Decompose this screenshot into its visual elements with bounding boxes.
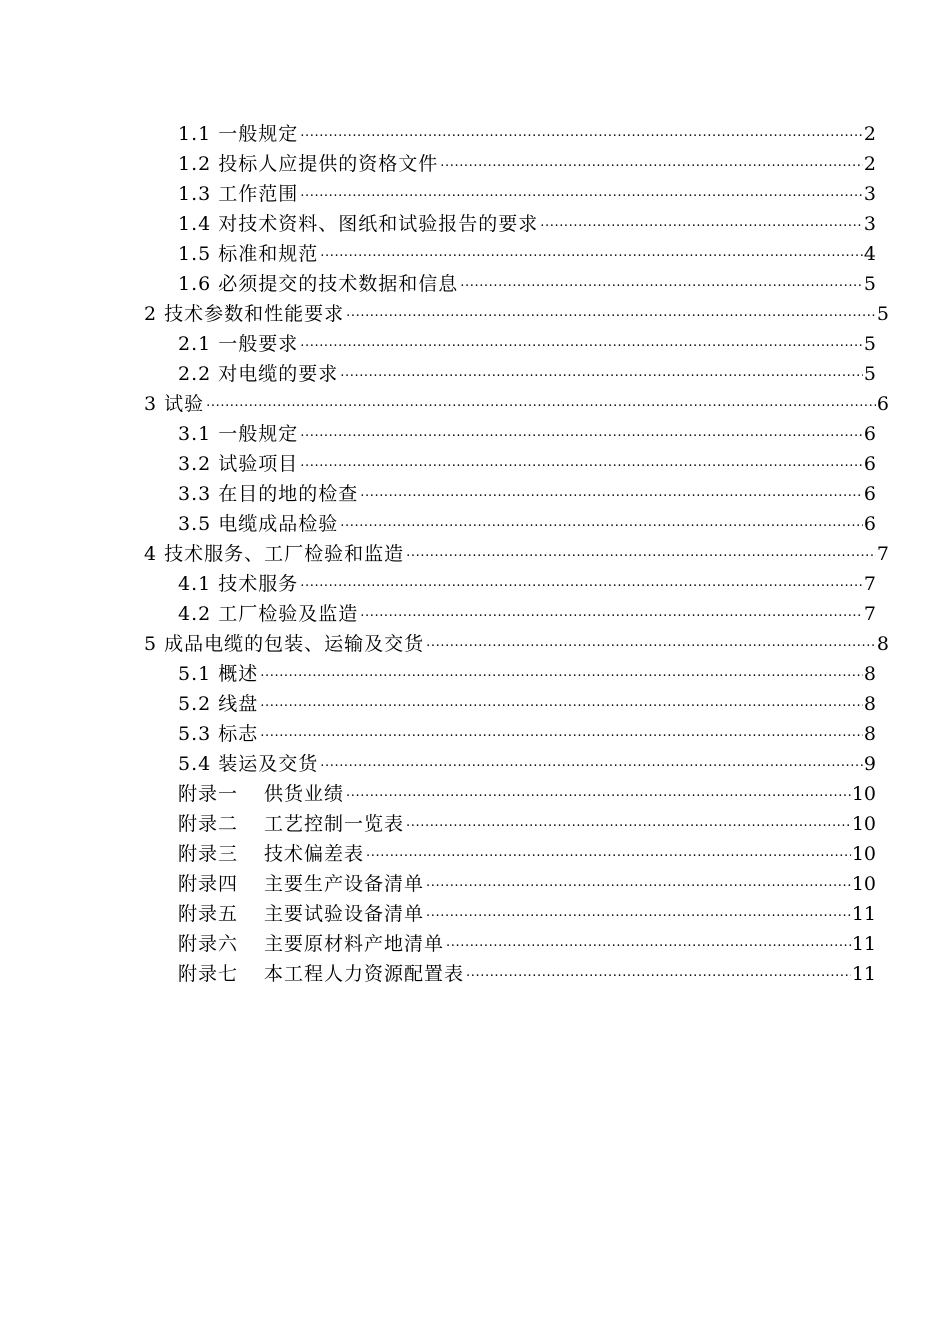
toc-dot-leader [300, 333, 863, 353]
toc-entry-label [178, 333, 300, 355]
toc-entry-number: 5.4 装运及交货 [178, 753, 319, 775]
toc-entry-label [144, 633, 426, 655]
toc-dot-leader [260, 663, 863, 683]
toc-dot-leader [320, 243, 863, 263]
toc-entry[interactable] [0, 595, 876, 625]
toc-dot-leader [360, 603, 863, 623]
toc-entry-title: 工艺控制一览表 [264, 813, 405, 835]
toc-entry-number: 5.2 线盘 [178, 693, 259, 715]
toc-entry-number: 3 试验 [144, 393, 205, 415]
toc-entry-label [178, 363, 340, 385]
toc-entry-number: 附录七 [178, 963, 239, 985]
toc-page-number: 8 [863, 723, 876, 745]
toc-dot-leader [406, 543, 876, 563]
toc-entry[interactable] [0, 115, 876, 145]
toc-dot-leader [300, 453, 863, 473]
toc-dot-leader [440, 153, 863, 173]
toc-dot-leader [300, 573, 863, 593]
toc-entry-label [178, 603, 360, 625]
toc-dot-leader [260, 693, 863, 713]
toc-entry[interactable] [0, 535, 889, 565]
toc-entry[interactable] [0, 865, 876, 895]
toc-dot-leader [340, 513, 863, 533]
toc-entry-number: 附录六 [178, 933, 239, 955]
toc-entry-label [178, 843, 366, 865]
toc-page-number: 3 [863, 183, 876, 205]
toc-page-number: 5 [863, 363, 876, 385]
toc-page-number: 8 [863, 693, 876, 715]
toc-dot-leader [260, 723, 863, 743]
toc-page-number: 10 [851, 873, 876, 895]
toc-entry-number: 1.2 投标人应提供的资格文件 [178, 153, 439, 175]
toc-page-number: 11 [851, 963, 876, 985]
toc-page-number: 5 [863, 273, 876, 295]
toc-entry-label [178, 813, 406, 835]
toc-dot-leader [366, 843, 851, 863]
toc-entry-number: 5.1 概述 [178, 663, 259, 685]
toc-page-number: 5 [863, 333, 876, 355]
toc-dot-leader [300, 123, 863, 143]
toc-dot-leader [426, 903, 851, 923]
toc-entry[interactable] [0, 655, 876, 685]
toc-entry-label [178, 273, 460, 295]
toc-dot-leader [346, 303, 876, 323]
toc-entry-label [178, 783, 346, 805]
toc-dot-leader [426, 633, 876, 653]
toc-entry-title: 供货业绩 [264, 783, 345, 805]
toc-entry-label [178, 513, 340, 535]
toc-dot-leader [206, 393, 876, 413]
toc-dot-leader [300, 423, 863, 443]
toc-page-number: 7 [876, 543, 889, 565]
toc-entry-title: 主要生产设备清单 [264, 873, 425, 895]
toc-entry[interactable] [0, 145, 876, 175]
toc-entry[interactable] [0, 445, 876, 475]
toc-entry-number: 1.6 必须提交的技术数据和信息 [178, 273, 459, 295]
toc-entry-label [144, 303, 346, 325]
toc-entry-number: 1.3 工作范围 [178, 183, 299, 205]
toc-entry[interactable] [0, 475, 876, 505]
toc-dot-leader [460, 273, 863, 293]
toc-entry-number: 附录三 [178, 843, 239, 865]
toc-page-number: 11 [851, 903, 876, 925]
toc-entry-label [178, 423, 300, 445]
toc-entry-label [144, 393, 206, 415]
toc-dot-leader [360, 483, 863, 503]
toc-entry-number: 附录五 [178, 903, 239, 925]
toc-entry-number: 4 技术服务、工厂检验和监造 [144, 543, 405, 565]
toc-page-number: 6 [863, 513, 876, 535]
toc-entry-label [178, 483, 360, 505]
toc-entry-label [178, 243, 320, 265]
toc-dot-leader [340, 363, 863, 383]
toc-entry-title: 本工程人力资源配置表 [264, 963, 465, 985]
toc-entry[interactable] [0, 565, 876, 595]
toc-entry-label [178, 753, 320, 775]
toc-page-number: 10 [851, 783, 876, 805]
toc-entry-number: 3.2 试验项目 [178, 453, 299, 475]
toc-page-number: 5 [876, 303, 889, 325]
toc-entry[interactable] [0, 235, 876, 265]
toc-dot-leader [320, 753, 863, 773]
toc-page-number: 7 [863, 573, 876, 595]
toc-page-number: 4 [863, 243, 876, 265]
toc-page-number: 11 [851, 933, 876, 955]
toc-entry-number: 附录四 [178, 873, 239, 895]
toc-entry-title: 技术偏差表 [264, 843, 365, 865]
toc-page-number: 8 [876, 633, 889, 655]
toc-entry[interactable] [0, 925, 876, 955]
toc-page-number: 9 [863, 753, 876, 775]
toc-entry-number: 2.1 一般要求 [178, 333, 299, 355]
toc-page-number: 6 [863, 453, 876, 475]
toc-entry[interactable] [0, 325, 876, 355]
toc-entry-title: 主要试验设备清单 [264, 903, 425, 925]
toc-entry-label [178, 693, 260, 715]
toc-page-number: 3 [863, 213, 876, 235]
toc-entry-label [178, 573, 300, 595]
toc-entry[interactable] [0, 415, 876, 445]
toc-entry[interactable] [0, 625, 889, 655]
toc-entry-label [178, 123, 300, 145]
toc-entry-label [178, 963, 466, 985]
toc-entry-number: 附录二 [178, 813, 239, 835]
toc-entry-number: 5.3 标志 [178, 723, 259, 745]
table-of-contents [0, 115, 950, 985]
toc-entry-label [144, 543, 406, 565]
toc-entry[interactable] [0, 715, 876, 745]
toc-entry-number: 1.1 一般规定 [178, 123, 299, 145]
toc-page-number: 10 [851, 813, 876, 835]
toc-dot-leader [426, 873, 851, 893]
toc-entry[interactable] [0, 805, 876, 835]
toc-entry-number: 4.1 技术服务 [178, 573, 299, 595]
toc-entry-label [178, 453, 300, 475]
toc-entry-number: 5 成品电缆的包装、运输及交货 [144, 633, 425, 655]
toc-entry-label [178, 663, 260, 685]
toc-entry[interactable] [0, 835, 876, 865]
toc-page-number: 6 [863, 483, 876, 505]
toc-entry-label [178, 933, 446, 955]
toc-entry-number: 3.3 在目的地的检查 [178, 483, 359, 505]
toc-entry[interactable] [0, 775, 876, 805]
toc-entry[interactable] [0, 295, 889, 325]
toc-entry-label [178, 153, 440, 175]
toc-entry[interactable] [0, 205, 876, 235]
toc-entry-number: 3.5 电缆成品检验 [178, 513, 339, 535]
toc-entry-title: 主要原材料产地清单 [264, 933, 445, 955]
toc-entry[interactable] [0, 265, 876, 295]
toc-dot-leader [346, 783, 851, 803]
toc-entry-number: 2 技术参数和性能要求 [144, 303, 345, 325]
toc-page-number: 2 [863, 123, 876, 145]
toc-entry-number: 1.5 标准和规范 [178, 243, 319, 265]
toc-entry[interactable] [0, 745, 876, 775]
toc-entry[interactable] [0, 955, 876, 985]
toc-entry-number: 3.1 一般规定 [178, 423, 299, 445]
toc-entry[interactable] [0, 385, 889, 415]
toc-entry-number: 1.4 对技术资料、图纸和试验报告的要求 [178, 213, 539, 235]
toc-page-number: 6 [876, 393, 889, 415]
toc-entry[interactable] [0, 895, 876, 925]
toc-entry-number: 2.2 对电缆的要求 [178, 363, 339, 385]
toc-dot-leader [406, 813, 851, 833]
toc-entry-label [178, 213, 540, 235]
toc-entry[interactable] [0, 175, 876, 205]
toc-entry-label [178, 183, 300, 205]
toc-entry[interactable] [0, 505, 876, 535]
toc-entry[interactable] [0, 355, 876, 385]
toc-entry-label [178, 873, 426, 895]
toc-page-number: 10 [851, 843, 876, 865]
toc-page-number: 6 [863, 423, 876, 445]
toc-page-number: 7 [863, 603, 876, 625]
toc-dot-leader [446, 933, 851, 953]
toc-entry-number: 附录一 [178, 783, 239, 805]
toc-page-number: 8 [863, 663, 876, 685]
toc-entry-label [178, 903, 426, 925]
toc-entry-number: 4.2 工厂检验及监造 [178, 603, 359, 625]
toc-entry-label [178, 723, 260, 745]
toc-dot-leader [540, 213, 863, 233]
toc-page-number: 2 [863, 153, 876, 175]
toc-entry[interactable] [0, 685, 876, 715]
toc-dot-leader [300, 183, 863, 203]
toc-dot-leader [466, 963, 851, 983]
